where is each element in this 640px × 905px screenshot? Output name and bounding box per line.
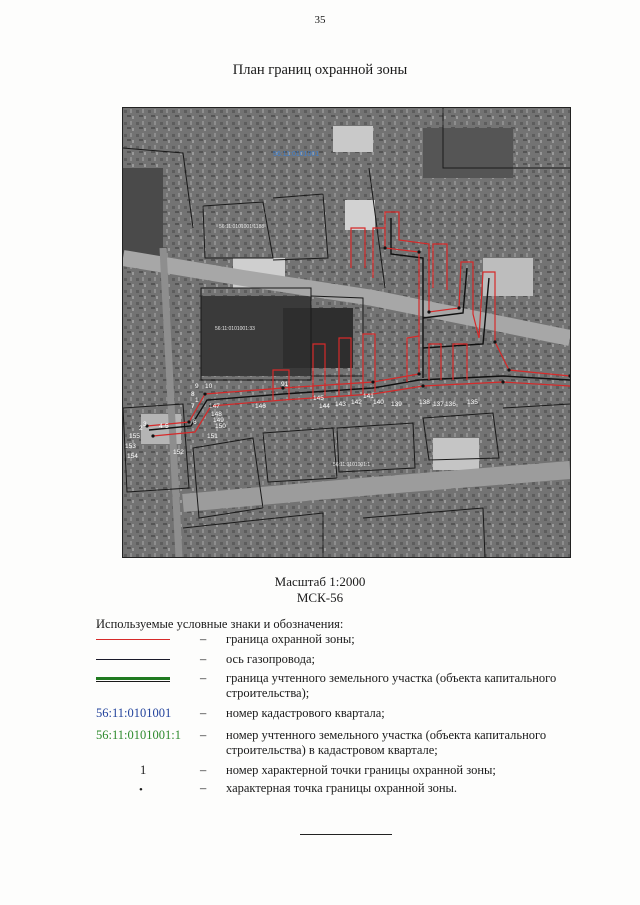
legend-dash: – — [200, 632, 207, 646]
legend-title: Используемые условные знаки и обозначения: — [96, 617, 344, 631]
point-number-label: 146 — [255, 403, 266, 410]
point-number-label: 138 — [419, 399, 430, 406]
point-number-label: 149 — [213, 417, 224, 424]
legend-dash: – — [200, 652, 207, 666]
page-number: 35 — [314, 14, 326, 26]
point-number-label: 145 — [313, 395, 324, 402]
point-number-label: 155 — [129, 433, 140, 440]
legend-dash: – — [200, 781, 207, 795]
map-image — [122, 107, 571, 558]
point-number-label: 139 — [391, 401, 402, 408]
point-number-label: 10 — [205, 383, 213, 390]
parcel-label: 56:11:0101001:1 — [333, 462, 371, 468]
point-number-label: 148 — [211, 411, 222, 418]
scale-label: Масштаб 1:2000 — [274, 574, 366, 589]
scale-block — [0, 574, 640, 606]
point-number-label: 3 — [143, 421, 147, 428]
point-number-label: 150 — [215, 423, 226, 430]
legend-dash: – — [200, 671, 207, 685]
legend-description: номер кадастрового квартала; — [226, 706, 385, 720]
point-number-label: 8 — [191, 391, 195, 398]
characteristic-point-symbol: • — [139, 784, 143, 796]
building — [483, 258, 533, 296]
plan-title: План границ охранной зоны — [232, 62, 408, 78]
point-number-label: 154 — [127, 453, 138, 460]
parcel-label: 56:11:0101001:33 — [215, 326, 255, 332]
legend-description: ось газопровода; — [226, 652, 316, 666]
point-number-label: 147 — [209, 403, 220, 410]
point-number-label: 152 — [173, 449, 184, 456]
footer-rule — [300, 834, 392, 835]
legend-description: номер характерной точки границы охранной зоны; — [226, 763, 496, 777]
quarter-label: 56:11:0101001 — [273, 151, 320, 158]
legend-description: номер учтенного земельного участка (объекта капитального строительства) в кадастровом квартале; — [226, 728, 547, 757]
parcel-number-symbol: 56:11:0101001:1 — [96, 728, 181, 742]
point-number-label: 142 — [351, 399, 362, 406]
legend-dash: – — [200, 728, 207, 742]
point-number-label: 1 — [195, 397, 199, 404]
legend-dash: – — [200, 763, 207, 777]
point-number-label: 141 — [363, 393, 374, 400]
gas-axis-symbol — [96, 659, 170, 660]
building — [345, 200, 375, 230]
point-number-label: 5 — [165, 423, 169, 430]
building — [433, 438, 479, 470]
point-number-label: 140 — [373, 399, 384, 406]
map-canvas — [123, 108, 570, 557]
point-number-symbol: 1 — [140, 763, 147, 777]
vegetation-area — [123, 168, 163, 258]
point-number-label: 2 — [139, 425, 143, 432]
quarter-number-symbol: 56:11:0101001 — [96, 706, 172, 720]
legend-description: граница охранной зоны; — [226, 632, 355, 646]
point-number-label: 144 — [319, 403, 330, 410]
zone-boundary-symbol — [96, 639, 170, 640]
point-number-label: 153 — [125, 443, 136, 450]
point-number-label: 91 — [281, 381, 289, 388]
point-number-label: 9 — [195, 383, 199, 390]
coordinate-system-label: МСК-56 — [296, 590, 344, 605]
legend-description: характерная точка границы охранной зоны. — [226, 781, 458, 795]
point-number-label: 7 — [191, 403, 195, 410]
point-number-label: 6 — [193, 419, 197, 426]
legend-description: граница учтенного земельного участка (объекта капитального строительства); — [226, 671, 557, 700]
parcel-label: 56:11:0101001:1188 — [219, 224, 265, 230]
point-number-label: 4 — [159, 423, 163, 430]
legend-dash: – — [200, 706, 207, 720]
point-number-label: 135 — [467, 399, 478, 406]
parcel-boundary-symbol — [96, 677, 170, 682]
point-number-label: 137 — [433, 401, 444, 408]
building — [333, 126, 373, 152]
point-number-label: 151 — [207, 433, 218, 440]
vegetation-area — [423, 128, 513, 178]
point-number-label: 136 — [445, 401, 456, 408]
point-number-label: 143 — [335, 401, 346, 408]
